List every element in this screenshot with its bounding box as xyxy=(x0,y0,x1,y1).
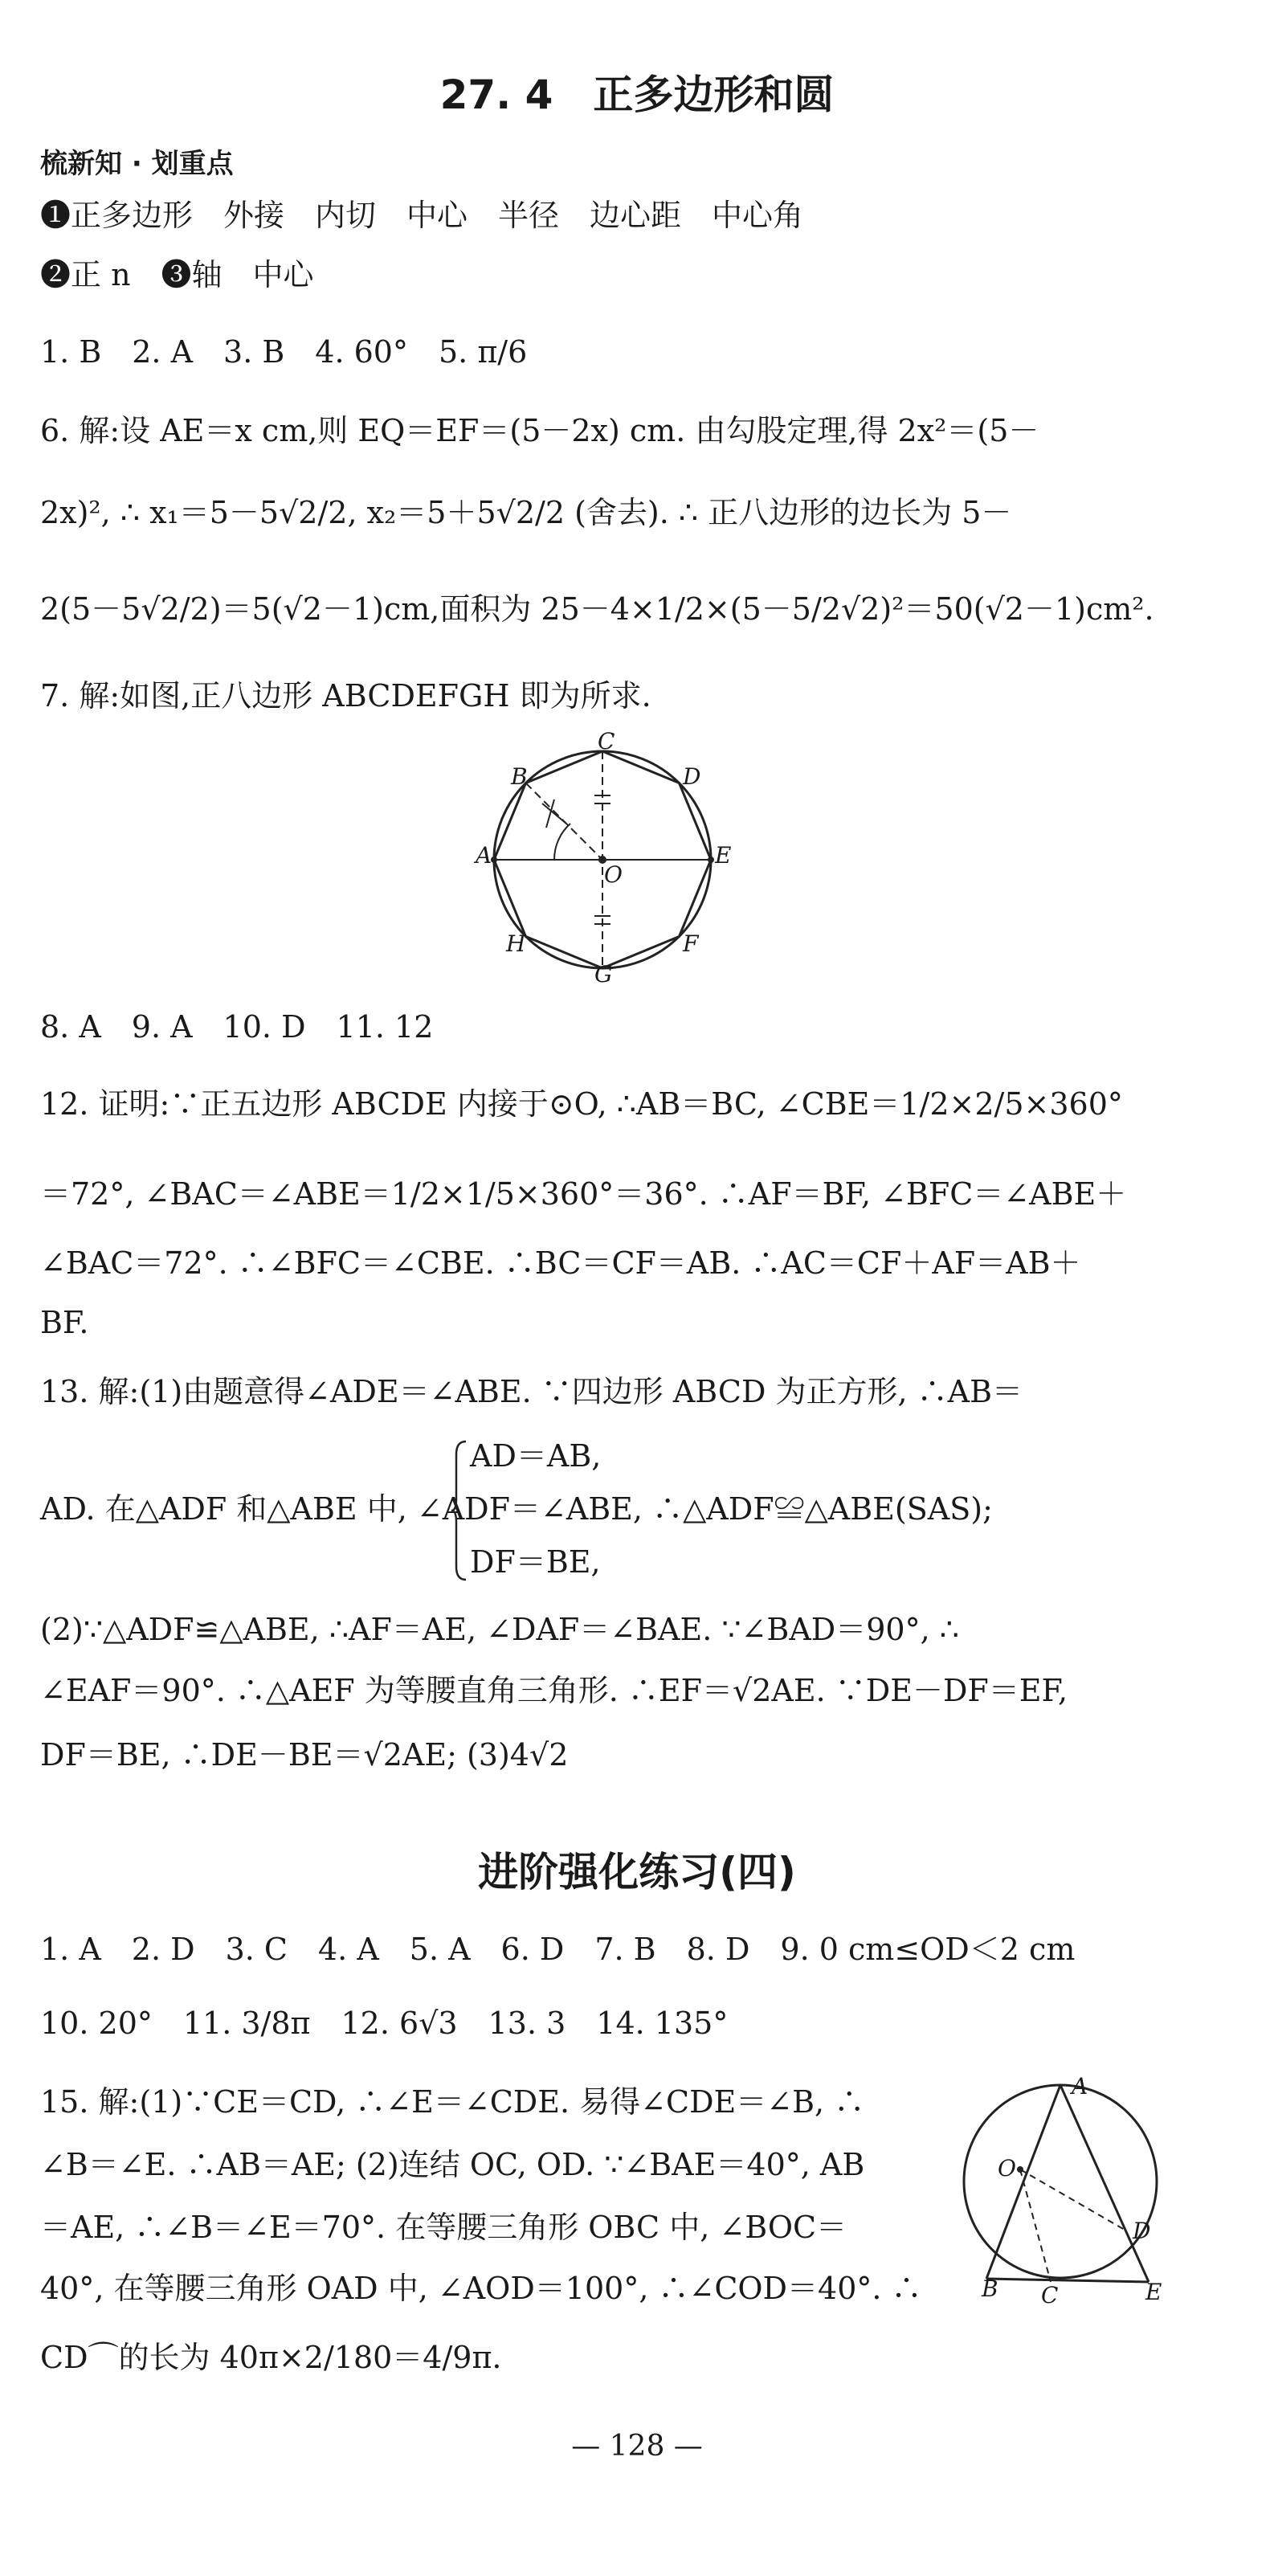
fig2-label-A: A xyxy=(1072,2073,1088,2100)
q12-line-2: ＝72°, ∠BAC＝∠ABE＝1/2×1/5×360°＝36°. ∴AF＝BF, ∠BFC＝∠ABE＋ xyxy=(40,1176,1127,1212)
q12-line-1: 12. 证明:∵正五边形 ABCDE 内接于⊙O, ∴AB＝BC, ∠CBE＝1/2×2/5×360° xyxy=(40,1086,1123,1122)
s2-answer-line-2: 10. 20° 11. 3/8π 12. 6√3 13. 3 14. 135° xyxy=(40,2006,729,2041)
fig2-label-D: D xyxy=(1133,2218,1151,2244)
q8-11-line: 8. A 9. A 10. D 11. 12 xyxy=(40,1009,434,1045)
fig1-label-C: C xyxy=(598,728,615,754)
q6-line-2: 2x)², ∴ x₁＝5－5√2/2, x₂＝5＋5√2/2 (舍去). ∴ 正八边形的边长为 5－ xyxy=(40,495,1012,530)
q15-line-3: ＝AE, ∴∠B＝∠E＝70°. 在等腰三角形 OBC 中, ∠BOC＝ xyxy=(40,2210,847,2245)
answer-line-2: ❷正 n ❸轴 中心 xyxy=(40,257,314,292)
q13-brace-1: AD＝AB, xyxy=(470,1438,602,1474)
subheading: 梳新知 · 划重点 xyxy=(40,148,234,180)
brace-icon xyxy=(450,1438,469,1583)
answer-line-1: ❶正多边形 外接 内切 中心 半径 边心距 中心角 xyxy=(40,198,804,233)
q13-line-2: AD. 在△ADF 和△ABE 中, ∠ADF＝∠ABE, ∴△ADF≌△ABE(SAS); xyxy=(40,1491,993,1527)
q15-line-4: 40°, 在等腰三角形 OAD 中, ∠AOD＝100°, ∴∠COD＝40°. ∴ xyxy=(40,2271,922,2306)
s2-answer-line-1: 1. A 2. D 3. C 4. A 5. A 6. D 7. B 8. D 9. 0 cm≤OD＜2 cm xyxy=(40,1932,1076,1967)
fig1-label-H: H xyxy=(506,930,526,957)
q7-text: 7. 解:如图,正八边形 ABCDEFGH 即为所求. xyxy=(40,678,651,714)
q6-line-1: 6. 解:设 AE＝x cm,则 EQ＝EF＝(5－2x) cm. 由勾股定理,得 2x²＝(5－ xyxy=(40,413,1039,448)
fig1-label-D: D xyxy=(683,763,701,790)
fig2-label-C: C xyxy=(1041,2282,1059,2308)
triangle-circle-figure xyxy=(948,2081,1173,2298)
q13-brace-3: DF＝BE, xyxy=(470,1544,601,1580)
answer-line-3: 1. B 2. A 3. B 4. 60° 5. π/6 xyxy=(40,334,528,370)
q12-line-3: ∠BAC＝72°. ∴∠BFC＝∠CBE. ∴BC＝CF＝AB. ∴AC＝CF＋AF＝AB＋ xyxy=(40,1245,1081,1281)
fig2-label-O: O xyxy=(998,2155,1016,2181)
fig1-label-F: F xyxy=(683,930,699,957)
section-title: 27. 4 正多边形和圆 xyxy=(439,72,835,118)
fig1-label-E: E xyxy=(715,842,732,869)
page-number: — 128 — xyxy=(571,2430,703,2463)
fig1-label-A: A xyxy=(476,842,492,869)
q15-line-1: 15. 解:(1)∵CE＝CD, ∴∠E＝∠CDE. 易得∠CDE＝∠B, ∴ xyxy=(40,2084,865,2120)
q13-line-6: DF＝BE, ∴DE－BE＝√2AE; (3)4√2 xyxy=(40,1737,569,1773)
q12-line-4: BF. xyxy=(40,1305,89,1340)
fig2-label-E: E xyxy=(1145,2279,1162,2305)
fig2-label-B: B xyxy=(982,2275,998,2302)
section2-title: 进阶强化练习(四) xyxy=(478,1849,796,1895)
q13-line-5: ∠EAF＝90°. ∴△AEF 为等腰直角三角形. ∴EF＝√2AE. ∵DE－DF＝EF, xyxy=(40,1673,1068,1708)
q6-line-3: 2(5－5√2/2)＝5(√2－1)cm,面积为 25－4×1/2×(5－5/2√2)²＝50(√2－1)cm². xyxy=(40,591,1154,627)
q13-line-1: 13. 解:(1)由题意得∠ADE＝∠ABE. ∵四边形 ABCD 为正方形, ∴AB＝ xyxy=(40,1374,1023,1409)
q15-line-5: CD⌒的长为 40π×2/180＝4/9π. xyxy=(40,2340,502,2375)
fig1-label-B: B xyxy=(511,763,528,790)
q13-line-4: (2)∵△ADF≌△ABE, ∴AF＝AE, ∠DAF＝∠BAE. ∵∠BAD＝90°, ∴ xyxy=(40,1612,959,1647)
fig1-label-G: G xyxy=(594,961,613,987)
q15-line-2: ∠B＝∠E. ∴AB＝AE; (2)连结 OC, OD. ∵∠BAE＝40°, AB xyxy=(40,2147,865,2182)
fig1-label-O: O xyxy=(604,861,623,888)
